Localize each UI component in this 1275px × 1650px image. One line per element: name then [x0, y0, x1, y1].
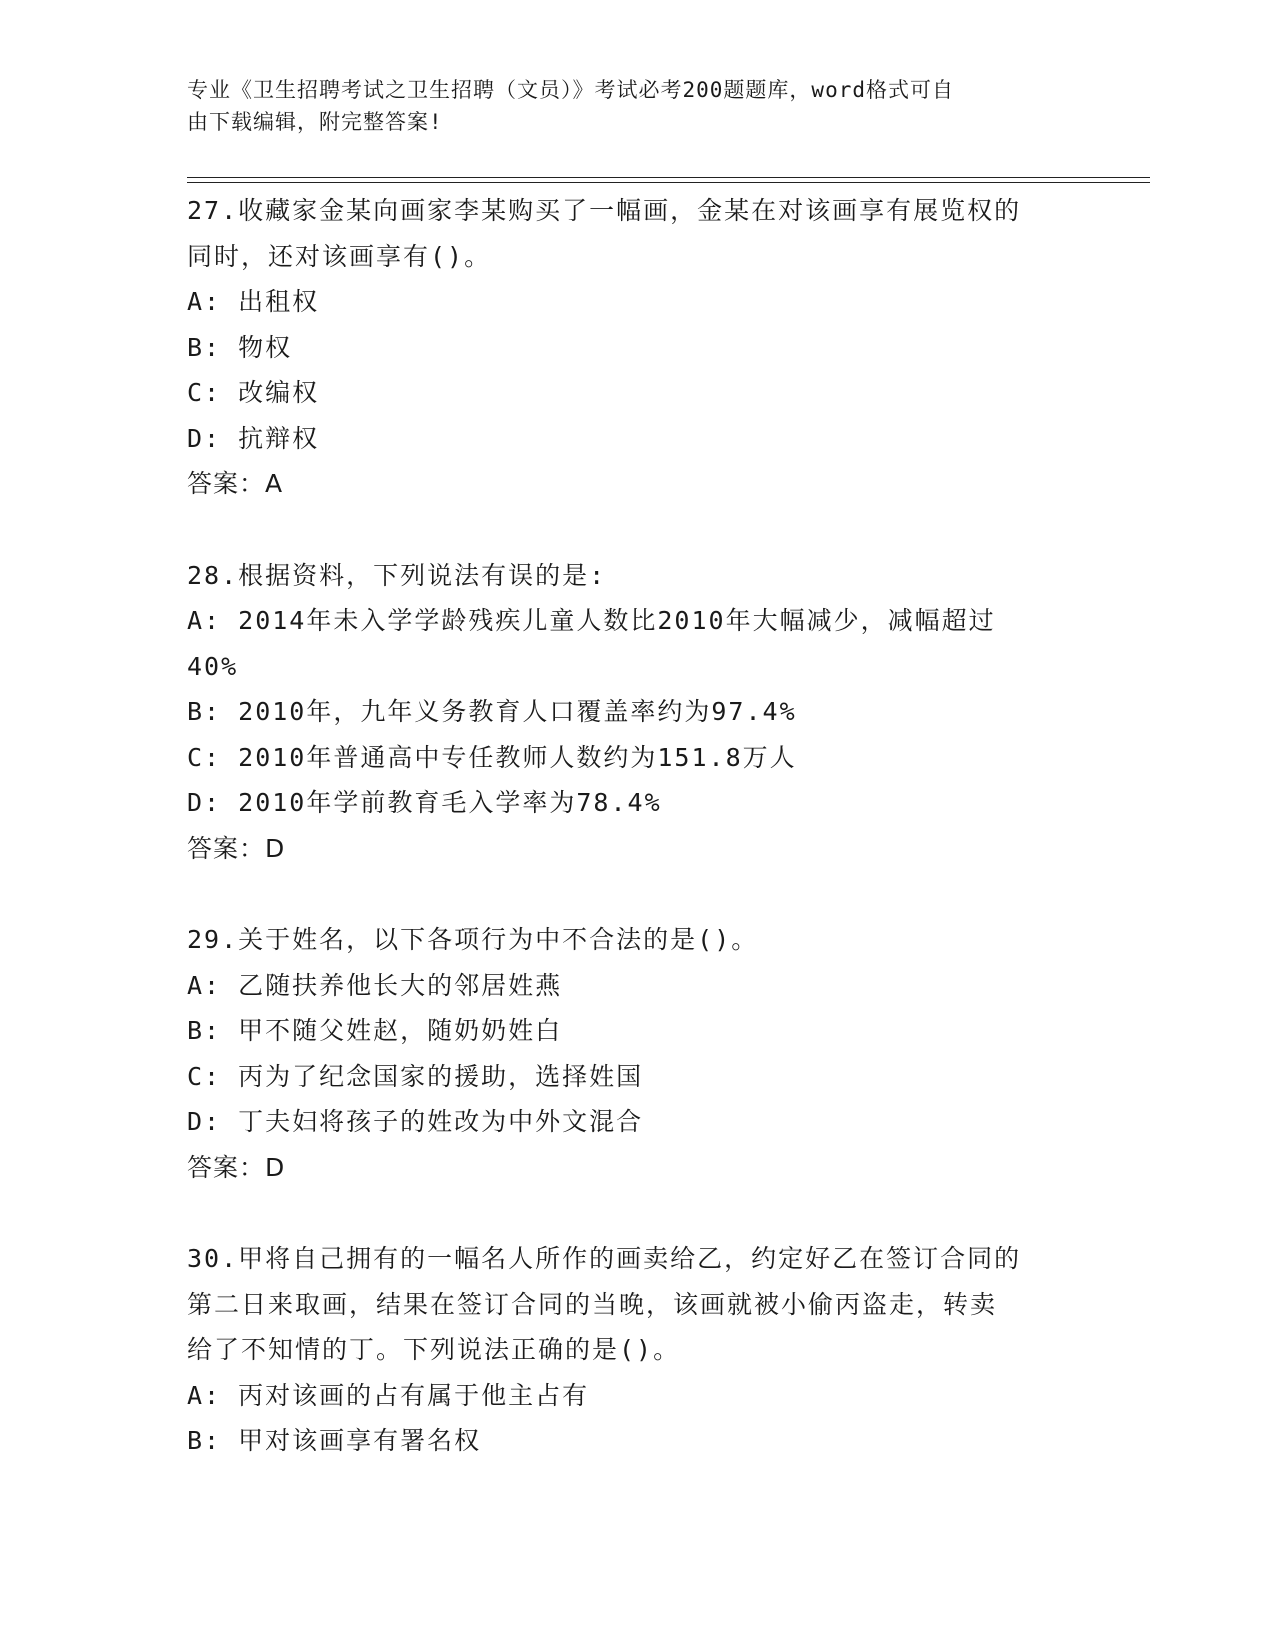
spacer — [187, 1190, 1087, 1236]
question-stem-line: 第二日来取画，结果在签订合同的当晚，该画就被小偷丙盗走，转卖 — [187, 1289, 998, 1319]
answer: 答案：A — [187, 469, 284, 498]
question-stem-line: 27.收藏家金某向画家李某购买了一幅画，金某在对该画享有展览权的 — [187, 196, 1022, 225]
option-a: A: 2014年未入学学龄残疾儿童人数比2010年大幅减少，减幅超过 — [187, 606, 996, 635]
option-c: C: 丙为了纪念国家的援助，选择姓国 — [187, 1061, 644, 1091]
option-a: A: 出租权 — [187, 287, 320, 316]
answer: 答案：D — [187, 833, 286, 863]
spacer — [187, 871, 1087, 917]
option-a: A: 乙随扶养他长大的邻居姓燕 — [187, 970, 563, 1000]
question-29 — [187, 917, 1087, 1190]
answer: 答案：D — [187, 1152, 286, 1182]
question-stem-line: 同时，还对该画享有()。 — [187, 241, 492, 271]
question-stem-line: 28.根据资料，下列说法有误的是: — [187, 560, 607, 590]
question-list — [187, 188, 1087, 1464]
question-stem-line: 给了不知情的丁。下列说法正确的是()。 — [187, 1335, 681, 1364]
document-header — [187, 74, 1067, 138]
option-d: D: 丁夫妇将孩子的姓改为中外文混合 — [187, 1107, 644, 1136]
header-divider-bottom — [187, 182, 1150, 183]
question-28 — [187, 553, 1087, 872]
option-d: D: 抗辩权 — [187, 423, 320, 453]
option-a: A: 丙对该画的占有属于他主占有 — [187, 1380, 590, 1410]
spacer — [187, 507, 1087, 553]
option-a-continued: 40% — [187, 651, 239, 681]
option-c: C: 改编权 — [187, 378, 320, 407]
header-line-1: 专业《卫生招聘考试之卫生招聘（文员）》考试必考200题题库，word格式可自 — [187, 78, 954, 102]
question-stem-line: 29.关于姓名，以下各项行为中不合法的是()。 — [187, 925, 759, 954]
option-d: D: 2010年学前教育毛入学率为78.4% — [187, 788, 662, 817]
option-b: B: 甲不随父姓赵，随奶奶姓白 — [187, 1016, 563, 1045]
header-divider-top — [187, 177, 1150, 178]
header-line-2: 由下载编辑，附完整答案! — [187, 110, 443, 134]
option-b: B: 甲对该画享有署名权 — [187, 1426, 482, 1455]
option-b: B: 物权 — [187, 332, 293, 362]
question-stem-line: 30.甲将自己拥有的一幅名人所作的画卖给乙，约定好乙在签订合同的 — [187, 1244, 1022, 1273]
question-30 — [187, 1236, 1087, 1464]
option-c: C: 2010年普通高中专任教师人数约为151.8万人 — [187, 742, 797, 772]
question-27 — [187, 188, 1087, 507]
option-b: B: 2010年，九年义务教育人口覆盖率约为97.4% — [187, 697, 797, 726]
